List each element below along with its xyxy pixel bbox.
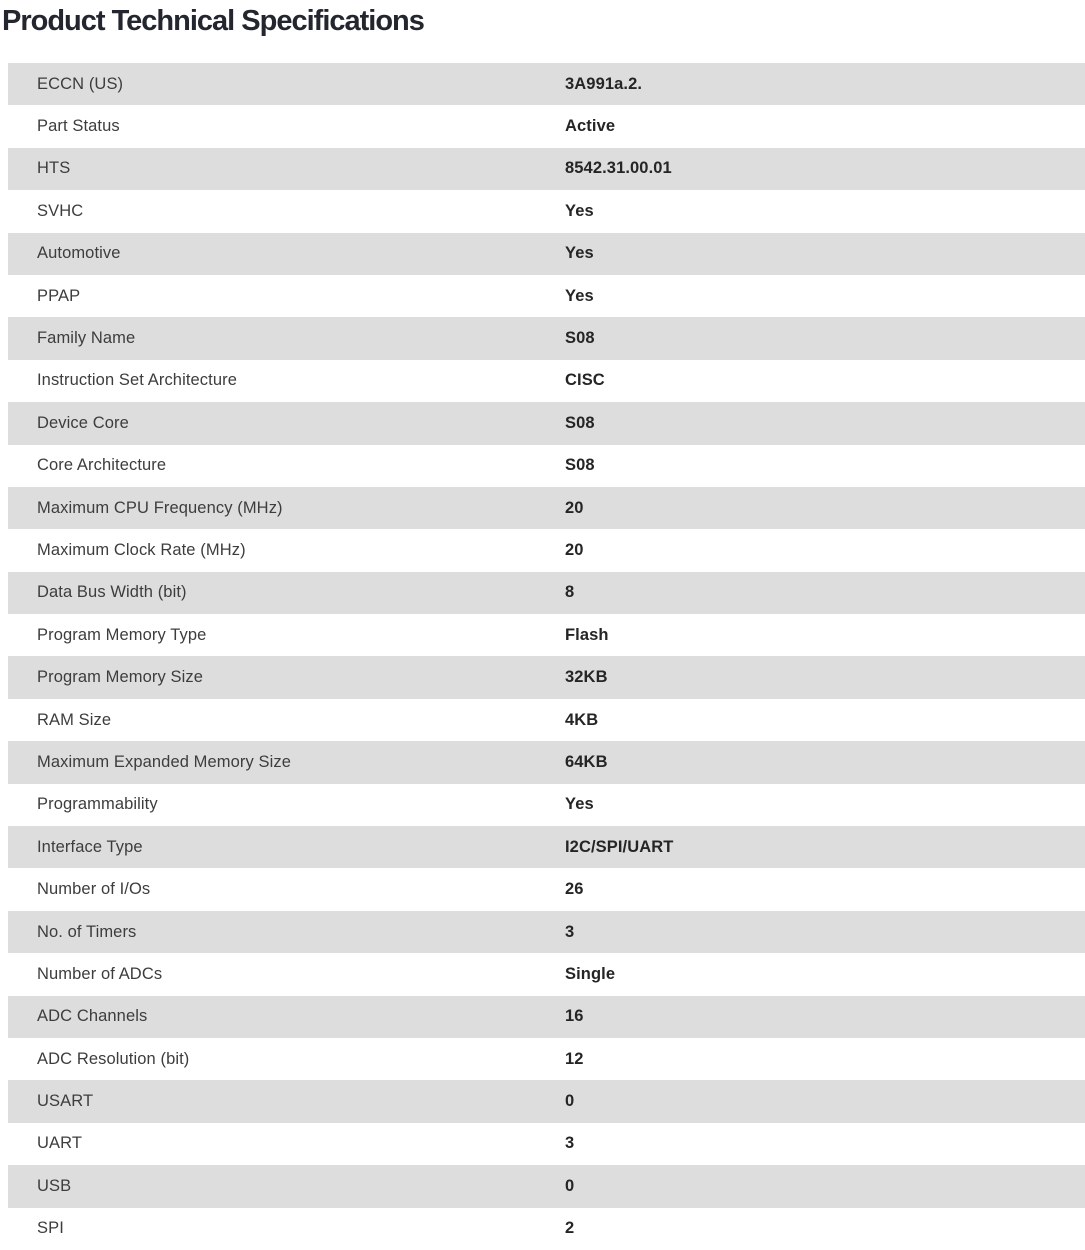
spec-value: 0 <box>565 1092 575 1111</box>
spec-label: Maximum Expanded Memory Size <box>37 752 292 771</box>
spec-label: Device Core <box>37 413 129 432</box>
table-row <box>8 784 1085 826</box>
table-row <box>8 996 1085 1038</box>
spec-value: Active <box>565 117 616 136</box>
spec-value: S08 <box>565 456 595 475</box>
table-row <box>8 1165 1085 1207</box>
spec-value: 3 <box>565 922 575 941</box>
table-row <box>8 487 1085 529</box>
spec-label: PPAP <box>37 286 81 305</box>
spec-label: Core Architecture <box>37 456 167 475</box>
table-row <box>8 741 1085 783</box>
spec-label: Automotive <box>37 244 121 263</box>
spec-label: Program Memory Type <box>37 625 207 644</box>
spec-label: USART <box>37 1092 94 1111</box>
spec-value: 64KB <box>565 752 608 771</box>
spec-label: Family Name <box>37 329 136 348</box>
spec-value: CISC <box>565 371 605 390</box>
spec-label: Maximum CPU Frequency (MHz) <box>37 498 283 517</box>
page-title: Product Technical Specifications <box>2 5 424 37</box>
spec-value: I2C/SPI/UART <box>565 837 674 856</box>
table-row <box>8 529 1085 571</box>
table-row <box>8 1123 1085 1165</box>
spec-label: Part Status <box>37 117 120 136</box>
spec-label: Programmability <box>37 795 158 814</box>
spec-label: Number of ADCs <box>37 964 163 983</box>
spec-label: Data Bus Width (bit) <box>37 583 187 602</box>
spec-label: Maximum Clock Rate (MHz) <box>37 540 246 559</box>
spec-label: RAM Size <box>37 710 112 729</box>
spec-value: 3A991a.2. <box>565 74 643 93</box>
spec-label: ADC Channels <box>37 1007 148 1026</box>
spec-label: Instruction Set Architecture <box>37 371 237 390</box>
spec-value: 0 <box>565 1176 575 1195</box>
spec-label: HTS <box>37 159 71 178</box>
spec-label: Number of I/Os <box>37 880 151 899</box>
spec-value: 12 <box>565 1049 584 1068</box>
spec-value: 8 <box>565 583 575 602</box>
table-row <box>8 275 1085 317</box>
table-row <box>8 1038 1085 1080</box>
spec-value: 32KB <box>565 668 608 687</box>
table-row <box>8 402 1085 444</box>
spec-label: SPI <box>37 1219 64 1238</box>
spec-value: 16 <box>565 1007 584 1026</box>
spec-label: USB <box>37 1176 72 1195</box>
spec-value: Yes <box>565 795 594 814</box>
table-row <box>8 911 1085 953</box>
table-row <box>8 826 1085 868</box>
table-row <box>8 233 1085 275</box>
table-row <box>8 317 1085 359</box>
spec-label: UART <box>37 1134 83 1153</box>
table-row <box>8 148 1085 190</box>
spec-label: No. of Timers <box>37 922 137 941</box>
spec-value: 3 <box>565 1134 575 1153</box>
spec-label: Program Memory Size <box>37 668 204 687</box>
spec-value: S08 <box>565 413 595 432</box>
spec-value: Single <box>565 964 616 983</box>
spec-value: Flash <box>565 625 609 644</box>
table-row <box>8 1208 1085 1250</box>
table-row <box>8 190 1085 232</box>
table-row <box>8 656 1085 698</box>
spec-value: 8542.31.00.01 <box>565 159 672 178</box>
table-row <box>8 105 1085 147</box>
table-row <box>8 868 1085 910</box>
spec-value: 26 <box>565 880 584 899</box>
spec-value: 20 <box>565 540 584 559</box>
spec-value: Yes <box>565 201 594 220</box>
table-row <box>8 572 1085 614</box>
spec-label: Interface Type <box>37 837 143 856</box>
spec-value: S08 <box>565 329 595 348</box>
spec-label: SVHC <box>37 201 84 220</box>
table-row <box>8 1080 1085 1122</box>
table-row <box>8 953 1085 995</box>
spec-value: Yes <box>565 286 594 305</box>
table-row <box>8 63 1085 105</box>
table-row <box>8 699 1085 741</box>
table-row <box>8 360 1085 402</box>
spec-value: Yes <box>565 244 594 263</box>
table-row <box>8 445 1085 487</box>
spec-label: ADC Resolution (bit) <box>37 1049 190 1068</box>
spec-table <box>8 63 1085 1250</box>
spec-value: 2 <box>565 1219 575 1238</box>
table-row <box>8 614 1085 656</box>
spec-value: 20 <box>565 498 584 517</box>
spec-label: ECCN (US) <box>37 74 124 93</box>
spec-value: 4KB <box>565 710 599 729</box>
